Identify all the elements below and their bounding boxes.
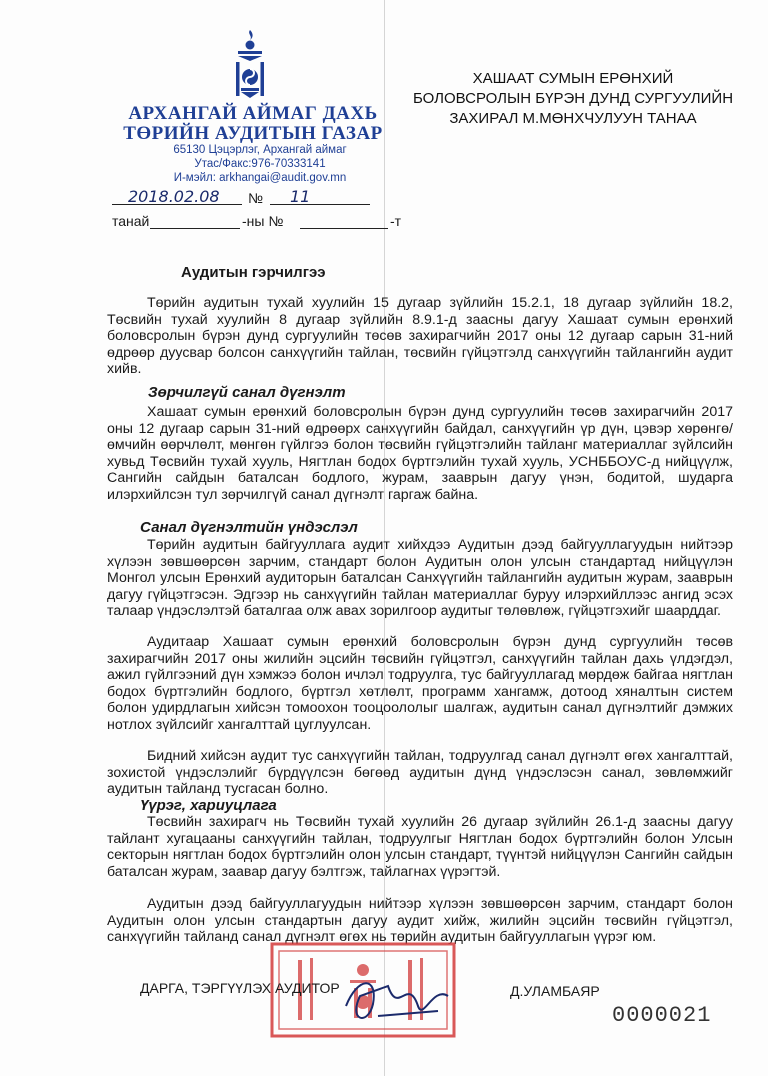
section-paragraph: Хашаат сумын ерөнхий боловсролын бүрэн дунд сургуулийн төсөв захирагчийн 2017 оны 12 дугаар сарын 31-ний өдрөөрх санхүүгийн байдал, санхүүгийн үр дүн, цэвэр хөрөнгө/өмчийн өөрчлөлт, мөнгөн гүйлгээ болон төсвийн гүйцэтгэлийн тайланг материаллаг зүйлсийн хувьд Төсвийн тухай хууль, Нягтлан бодох бүртгэлийн тухай хууль, УСНББОУС-д нийцүүлж, Сангийн сайдын баталсан бодлого, журам, зааврын дагуу үнэн, бодитой, шударга илэрхийлсэн тул зөрчилгүй санал дүгнэлт гаргаж байна.: [107, 404, 733, 503]
reply-number-underline: [300, 228, 388, 229]
section-paragraph: Бидний хийсэн аудит тус санхүүгийн тайлан, тодруулгад санал дүгнэлт өгөх хангалттай, зохистой үндэслэлийг бүрдүүлсэн бөгөөд аудитын дүнд үндэслэсэн санал, зөвлөмжийг аудитын тайланд тусгасан болно.: [107, 748, 733, 797]
agency-name-line2: ТӨРИЙН АУДИТЫН ГАЗАР: [123, 123, 383, 144]
agency-email: И-мэйл: arkhangai@audit.gov.mn: [173, 172, 347, 184]
document-title: Аудитын гэрчилгээ: [181, 264, 326, 281]
signatory-position: ДАРГА, ТЭРГҮҮЛЭХ АУДИТОР: [140, 980, 340, 996]
intro-paragraph: Төрийн аудитын тухай хуулийн 15 дугаар зүйлийн 15.2.1, 18 дугаар зүйлийн 18.2, Төсвийн тухай хуулийн 8 дугаар зүйлийн 8.9.1-д заасны дагуу Хашаат сумын ерөнхий боловсролын бүрэн дунд сургуулийн төсөв захирагчийн 2017 оны 12 дугаар сарын 31-ний өдрөөр дуусвар болсон санхүүгийн тайлан, төсвийн гүйцэтгэлд санхүүгийн тайлангийн аудит хийв.: [107, 295, 733, 377]
section-paragraph: Төсвийн захирагч нь Төсвийн тухай хуулийн 26 дугаар зүйлийн 26.1-д заасны дагуу тайлант хугацааны санхүүгийн тайлан, тодруулгыг Нягтлан бодох бүртгэлийн болон Улсын секторын нягтлан бодох бүртгэлийн олон улсын стандарт, түүнтэй нийцүүлэн Сангийн сайдын баталсан журам, заавар дагуу бэлтгэж, тайлагнах үүрэгтэй.: [107, 814, 733, 880]
section-paragraph: Аудитын дээд байгууллагуудын нийтээр хүлээн зөвшөөрсөн зарчим, стандарт болон Аудитын олон улсын стандартын дагуу аудит хийж, жилийн эцсийн төсвийн гүйцэтгэл, санхүүгийн тайланд санал дүгнэлт өгөх нь төрийн аудитын байгууллагын үүрэг юм.: [107, 896, 733, 945]
agency-address: 65130 Цэцэрлэг, Архангай аймаг: [173, 144, 347, 156]
agency-name-line1: АРХАНГАЙ АЙМАГ ДАХЬ: [128, 103, 378, 124]
addressee-line1: ХАШААТ СУМЫН ЕРӨНХИЙ: [472, 70, 674, 87]
reply-date-underline: [150, 228, 240, 229]
serial-number: 0000021: [612, 1003, 712, 1028]
section-paragraph: Төрийн аудитын байгууллага аудит хийхдээ Аудитын дээд байгууллагуудын нийтээр хүлээн зөвшөөрсөн зарчим, стандарт болон Аудитын олон улсын стандартад нийцүүлэн Монгол улсын Ерөнхий аудиторын баталсан Санхүүгийн тайлангийн аудитын журам, зааврын дагуу гүйцэтгэсэн. Эдгээр нь санхүүгийн тайлан материаллаг буруу илэрхийллээс ангид эсэх талаар үндэслэлтэй баталгаа олж авах зорилгоор аудитыг төлөвлөж, гүйцэтгэхийг шаарддаг.: [107, 537, 733, 619]
letter-number: 11: [290, 187, 311, 206]
section-heading: Санал дүгнэлтийн үндэслэл: [140, 519, 358, 536]
section-paragraph: Аудитаар Хашаат сумын ерөнхий боловсролын бүрэн дунд сургуулийн төсөв захирагчийн 2017 оны жилийн эцсийн төсвийн гүйцэтгэл, санхүүгийн тайлан дахь үлдэгдэл, ажил гүйлгээний дүн хэмжээ болон ичлэл тодруулга, тус байгууллагад мөрдөж байгаа нягтлан бодох бүртгэлийн бодлого, бүртгэл хөтлөлт, программ хангамж, дотоод хяналтын систем болон удирдлагын хийсэн томоохон тооцоололыг шалгаж, аудитын санал дүгнэлтийг дэмжих нотлох зүйлсийг хангалттай цуглуулсан.: [107, 634, 733, 733]
agency-phone: Утас/Факс:976-70333141: [194, 158, 326, 170]
number-underline: [270, 204, 370, 205]
addressee-line3: ЗАХИРАЛ М.МӨНХЧУЛУУН ТАНАА: [449, 110, 697, 127]
number-label: №: [248, 190, 264, 206]
reply-label: танай: [112, 213, 150, 229]
letter-date: 2018.02.08: [128, 187, 220, 206]
section-heading: Үүрэг, хариуцлага: [140, 797, 277, 814]
reply-number-label: -ны №: [242, 213, 284, 229]
addressee-line2: БОЛОВСРОЛЫН БҮРЭН ДУНД СУРГУУЛИЙН: [412, 90, 734, 107]
soyombo-emblem-icon: [232, 28, 268, 100]
section-heading: Зөрчилгүй санал дүгнэлт: [148, 384, 346, 401]
handwritten-signature-icon: [338, 966, 458, 1036]
signatory-name: Д.УЛАМБАЯР: [510, 983, 600, 999]
addressee-block: [398, 69, 748, 129]
reply-end: -т: [390, 213, 402, 229]
